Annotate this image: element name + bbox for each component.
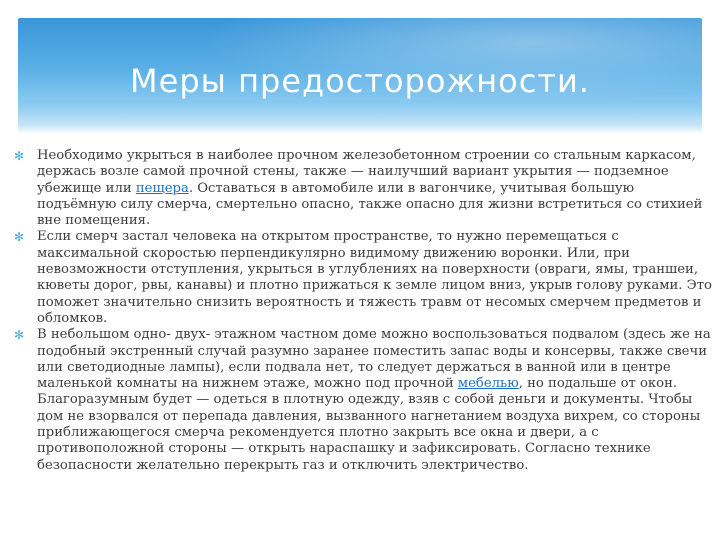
- bullet-list: [14, 148, 714, 474]
- list-item: [14, 229, 714, 327]
- text-segment: . Оставаться в автомобиле или в вагончике, учитывая большую подъёмную силу смерча, смертельно опасно, также опасно для жизни встретиться со стихией вне помещения.: [37, 180, 703, 229]
- list-item: [14, 148, 714, 229]
- text-segment: , но подальше от окон. Благоразумным будет — одеться в плотную одежду, взяв с собой деньги и документы. Чтобы дом не взорвался от перепада давления, вызванного нагнетанием воздуха вихрем, со стороны приближающегося смерча рекомендуется плотно закрыть все окна и двери, а с противоположной стороны — открыть нараспашку и зафиксировать. Согласно технике безопасности желательно перекрыть газ и отключить электричество.: [37, 376, 701, 473]
- link-mebel[interactable]: мебелью: [457, 376, 519, 392]
- title-banner: [18, 18, 702, 134]
- item-text: [37, 229, 712, 325]
- item-text: [37, 148, 702, 228]
- text-segment: Необходимо укрыться в наиболее прочном железобетонном строении со стальным каркасом, держась возле самой прочной стены, также — наилучший вариант укрытия — подземное убежище или: [37, 148, 696, 196]
- text-segment: Если смерч застал человека на открытом пространстве, то нужно перемещаться с максимальной скоростью перпендикулярно видимому движению воронки. Или, при невозможности отступления, укрыться в углублениях на поверхности (овраги, ямы, траншеи, кюветы дорог, рвы, канавы) и плотно прижаться к земле лицом вниз, укрыв голову руками. Это поможет значительно снизить вероятность и тяжесть травм от несомых смерчем предметов и обломков.: [37, 229, 712, 326]
- bullet-asterisk-icon: ✻: [14, 328, 25, 343]
- list-item: [14, 327, 714, 474]
- slide-title: Меры предосторожности.: [130, 62, 590, 100]
- bullet-asterisk-icon: ✻: [14, 149, 25, 163]
- text-segment: В небольшом одно- двух- этажном частном доме можно воспользоваться подвалом (здесь же на подобный экстренный случай разумно заранее поместить запас воды и консервы, также свечи или светодиодные лампы), если подвала нет, то следует держаться в ванной или в центре маленькой комнаты на нижнем этаже, можно под прочной: [37, 327, 711, 392]
- bullet-asterisk-icon: ✻: [14, 230, 25, 245]
- link-peschera[interactable]: пещера: [135, 180, 189, 196]
- item-text: [37, 327, 711, 472]
